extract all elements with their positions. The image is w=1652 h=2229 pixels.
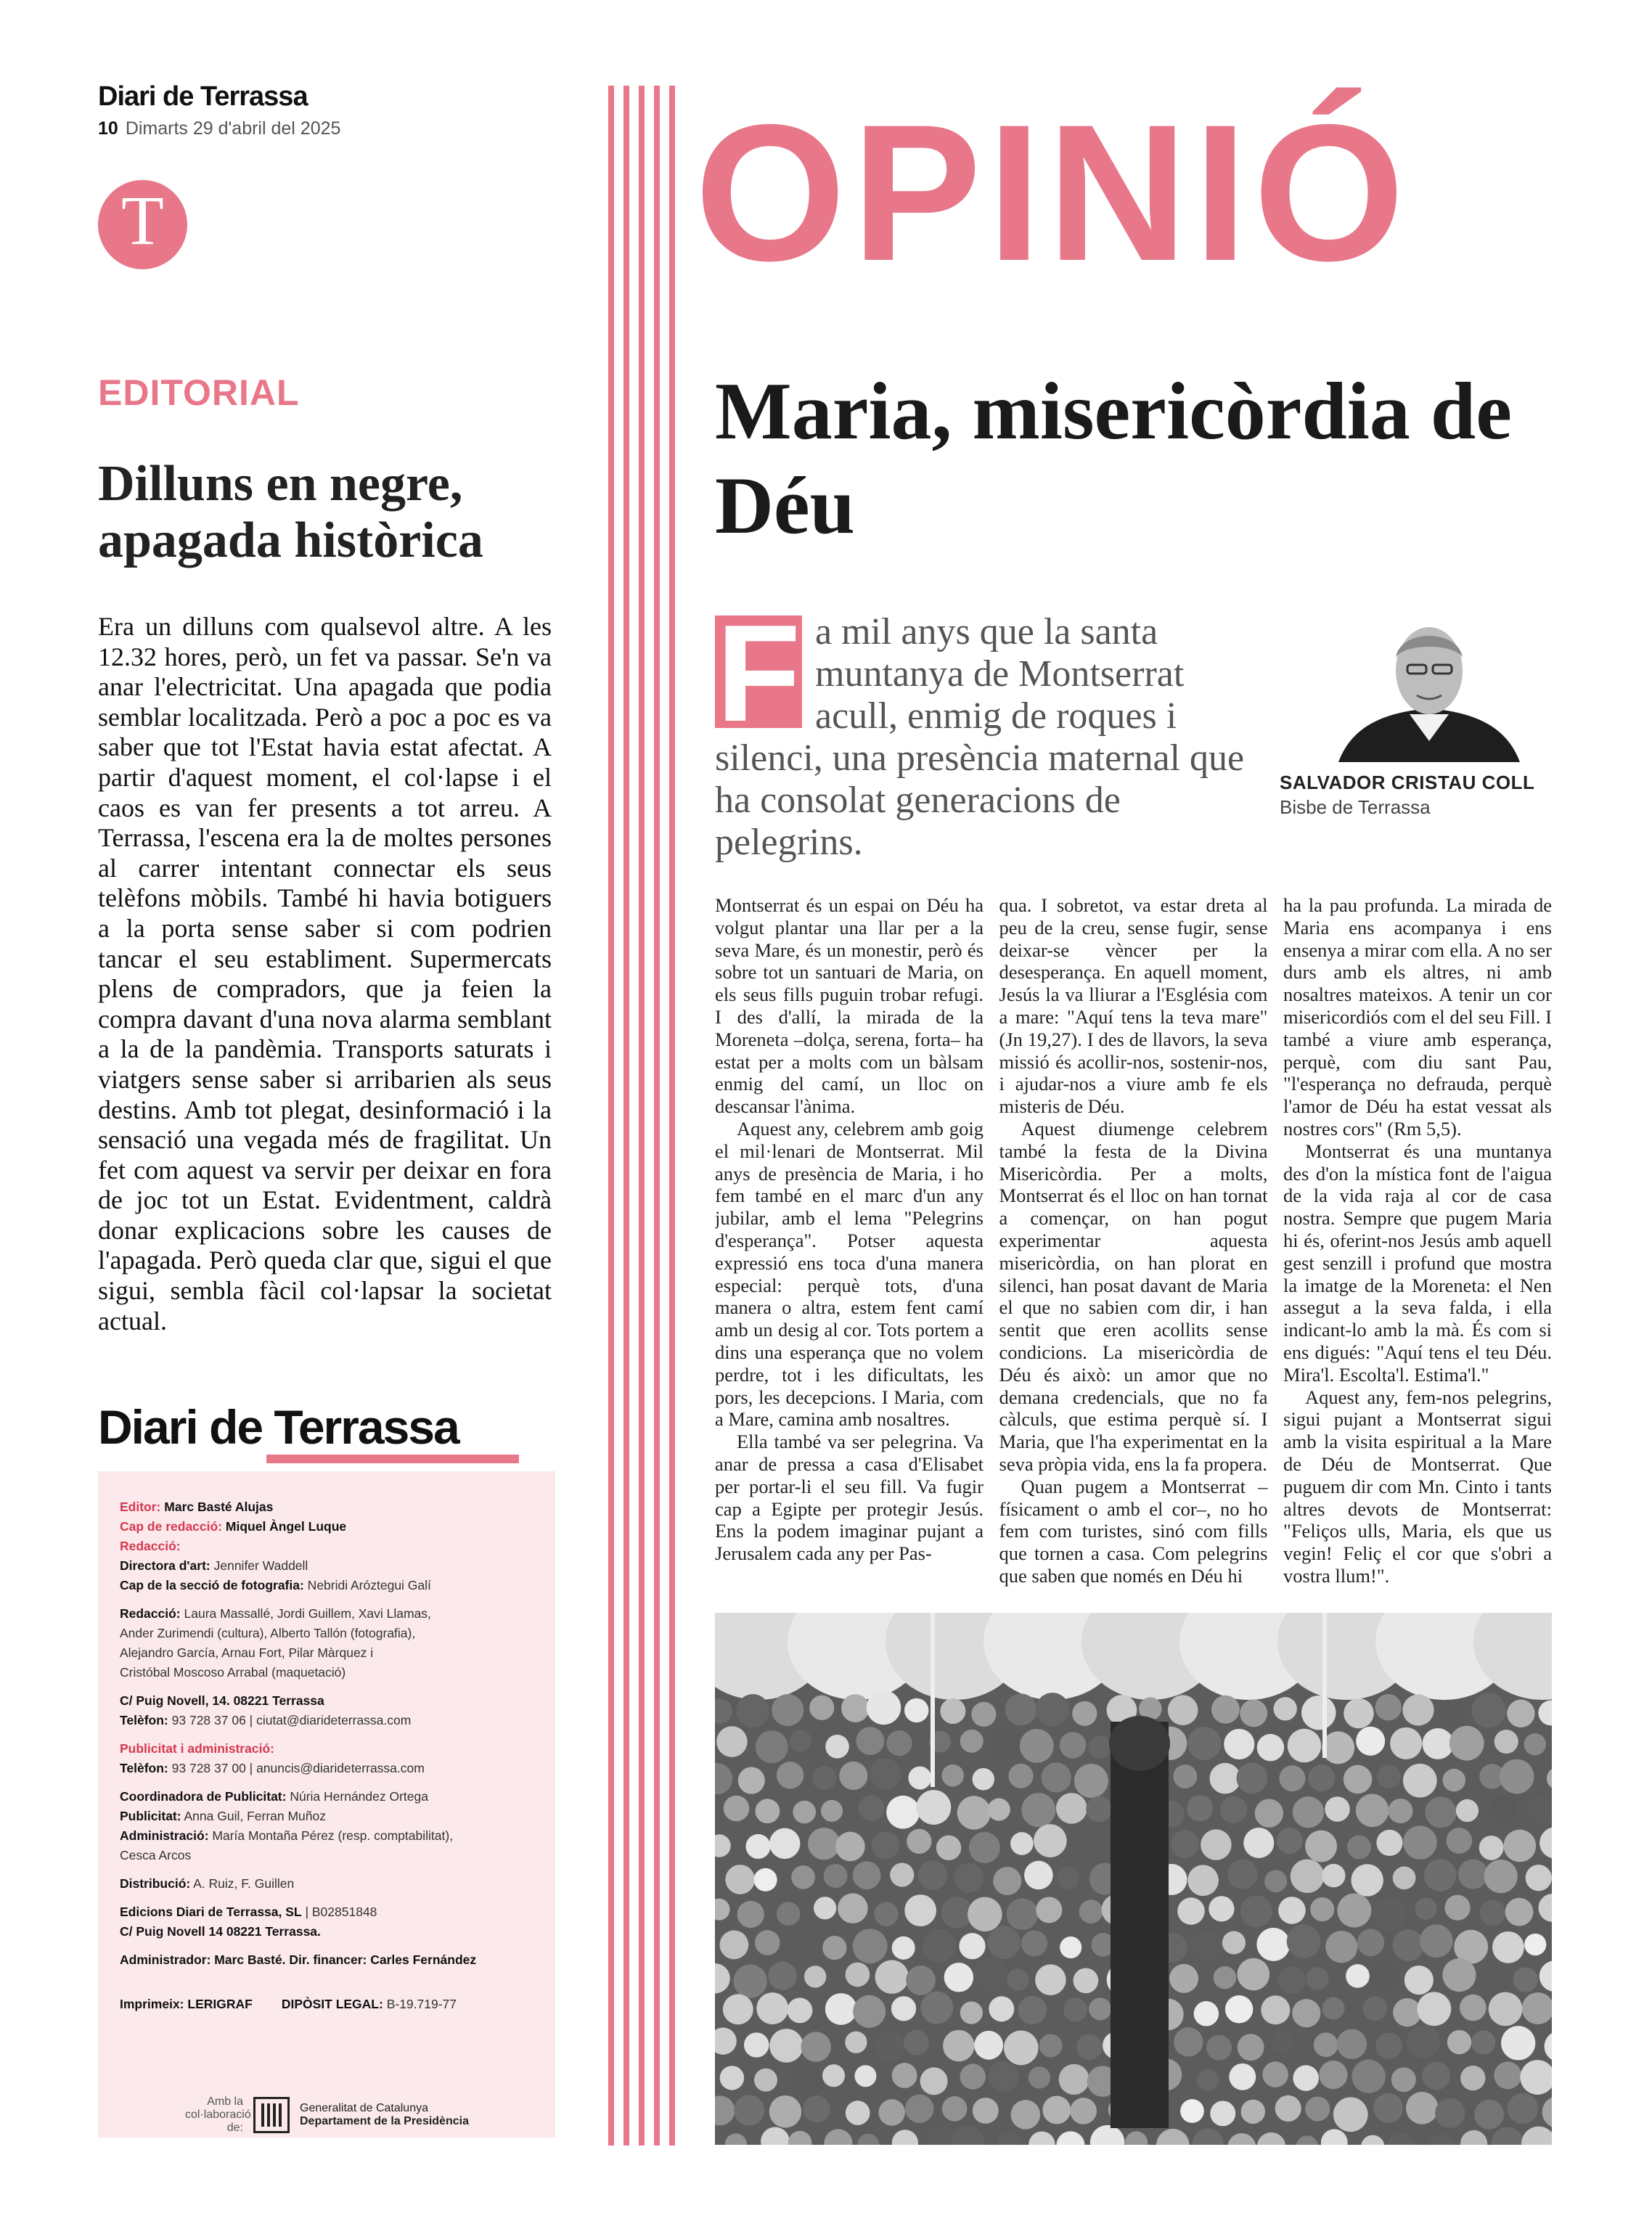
staff-line: Administrador: Marc Basté. Dir. financer: Carles Fernández <box>120 1952 477 1967</box>
masthead-footer-logo: Diari de Terrassa <box>98 1399 459 1455</box>
lead-text: a mil anys que la santa muntanya de Montserrat acull, enmig de roques i silenci, una presència maternal que ha consolat generacions de pelegrins. <box>715 611 1245 863</box>
editorial-kicker: EDITORIAL <box>98 372 300 413</box>
montserrat-crowd-photo <box>715 1613 1552 2145</box>
staff-line: Cristóbal Moscoso Arrabal (maquetació) <box>120 1665 346 1680</box>
generalitat-seal-icon <box>253 2097 290 2133</box>
staff-line: Cap de la secció de fotografia: Nebridi Aróztegui Galí <box>120 1578 431 1592</box>
article-paragraph: Quan pugem a Montserrat –físicament o amb el cor–, no ho fem com turistes, sinó com fills que tornen a casa. Com pelegrins que saben que només en Déu hi <box>999 1475 1268 1587</box>
staff-line: C/ Puig Novell, 14. 08221 Terrassa <box>120 1693 324 1708</box>
staff-line: Publicitat i administració: <box>120 1741 274 1756</box>
staff-line: C/ Puig Novell 14 08221 Terrassa. <box>120 1924 321 1939</box>
masthead-logo[interactable]: Diari de Terrassa <box>98 81 308 112</box>
staff-line: Telèfon: 93 728 37 06 | ciutat@diarideterrassa.com <box>120 1713 412 1727</box>
author-name: SALVADOR CRISTAU COLL <box>1280 772 1535 793</box>
section-title: OPINIÓ <box>695 83 1411 301</box>
collab-department: Departament de la Presidència <box>300 2115 469 2127</box>
collab-generalitat: Generalitat de Catalunya <box>300 2102 428 2114</box>
staff-line: Redacció: Laura Massallé, Jordi Guillem, Xavi Llamas, <box>120 1606 431 1621</box>
staff-line: Editor: Marc Basté Alujas <box>120 1500 274 1514</box>
staff-line: Ander Zurimendi (cultura), Alberto Tallón (fotografia), <box>120 1626 416 1640</box>
article-column-3 <box>1283 894 1552 1591</box>
printer-line: Imprimeix: LERIGRAF DIPÒSIT LEGAL: B-19.719-77 <box>120 1997 457 2011</box>
drop-cap: F <box>716 597 801 751</box>
collab-label: Amb la col·laboració de: <box>185 2095 251 2134</box>
staff-line: Distribució: A. Ruiz, F. Guillen <box>120 1876 295 1891</box>
author-role: Bisbe de Terrassa <box>1280 796 1431 818</box>
article-title: Maria, misericòrdia de Déu <box>715 367 1512 551</box>
staff-line: Redacció: <box>120 1539 181 1553</box>
section-logo-icon: T <box>98 180 187 269</box>
article-paragraph: Aquest any, celebrem amb goig el mil·lenari de Montserrat. Mil anys de presència de Maria, i ho fem també en el marc d'un any jubilar, amb el lema "Pelegrins d'esperança". Potser aquesta expressió ens toca d'una manera especial: perquè tots, d'una manera o altra, estem fent camí amb un desig al cor. Tots portem a dins una esperança que no volem perdre, tot i les dificultats, les pors, les decepcions. I Maria, com a Mare, camina amb nosaltres. <box>715 1117 984 1431</box>
article-paragraph: ha la pau profunda. La mirada de Maria ens acompanya i ens ensenya a mirar com ella. A no ser durs amb els altres, ni amb nosaltres mateixos. A tenir un cor misericordiós com el del seu Fill. I també a viure amb esperança, perquè, com diu sant Pau, "l'esperança no defrauda, perquè l'amor de Déu ha estat vessat als nostres cors" (Rm 5,5). <box>1283 894 1552 1140</box>
page-info <box>98 118 340 139</box>
staff-line: Publicitat: Anna Guil, Ferran Muñoz <box>120 1809 326 1823</box>
staff-line: Telèfon: 93 728 37 00 | anuncis@diarideterrassa.com <box>120 1761 425 1775</box>
collaboration-credit <box>185 2095 469 2135</box>
article-lead <box>715 597 1259 864</box>
article-paragraph: qua. I sobretot, va estar dreta al peu de la creu, sense fugir, sense deixar-se vèncer per la desesperança. En aquell moment, Jesús la va lliurar a l'Església com a mare: "Aquí tens la teva mare" (Jn 19,27). I des de llavors, la seva missió és acollir-nos, sostenir-nos, i ajudar-nos a viure amb fe els misteris de Déu. <box>999 894 1268 1118</box>
staff-line: Alejandro García, Arnau Fort, Pilar Màrquez i <box>120 1645 374 1660</box>
editorial-title: Dilluns en negre, apagada històrica <box>98 456 483 568</box>
staff-line: Administració: María Montaña Pérez (resp. comptabilitat), <box>120 1828 454 1843</box>
staff-box <box>98 1471 555 2138</box>
staff-lines <box>120 1497 533 1970</box>
decorative-stripes <box>608 86 675 2146</box>
staff-line: Coordinadora de Publicitat: Núria Hernández Ortega <box>120 1789 428 1804</box>
page-number: 10 <box>98 118 118 139</box>
article-paragraph: Aquest any, fem-nos pelegrins, sigui pujant a Montserrat sigui amb la visita espiritual a la Mare de Déu de Montserrat. Que puguem dir com Mn. Cinto i tants altres devots de Montserrat: "Feliços ulls, Maria, els que us vegin! Feliç el cor que s'obri a vostra llum!". <box>1283 1386 1552 1587</box>
editorial-body: Era un dilluns com qualsevol altre. A les 12.32 hores, però, un fet va passar. Se'n va anar l'electricitat. Una apagada que podia semblar localitzada. Però a poc a poc es va saber que tot l'Estat havia estat afectat. A partir d'aquest moment, el col·lapse i el caos es van fer presents a tot arreu. A Terrassa, l'escena era la de moltes persones al carrer intentant connectar els seus telèfons mòbils. També hi havia botiguers a la porta sense saber si com podrien tancar el seu establiment. Supermercats plens de compradors, que ja feien la compra davant d'una nova alarma semblant a la de la pandèmia. Transports saturats i viatgers sense saber si arribarien als seus destins. Amb tot plegat, desinformació i la sensació una vegada més de fragilitat. Un fet com aquest va servir per deixar en fora de joc tot un Estat. Evidentment, caldrà donar explicacions sobre les causes de l'apagada. Però queda clar que, sigui el que sigui, sembla fàcil col·lapsar la societat actual. <box>98 612 552 1336</box>
article-paragraph: Ella també va ser pelegrina. Va anar de pressa a casa d'Elisabet per portar-li el seu fill. Va fugir cap a Egipte per protegir Jesús. Ens la podem imaginar pujant a Jerusalem cada any per Pas- <box>715 1431 984 1565</box>
staff-line: Edicions Diari de Terrassa, SL | B02851848 <box>120 1905 377 1919</box>
article-column-2 <box>999 894 1268 1591</box>
article-column-1 <box>715 894 984 1591</box>
issue-date: Dimarts 29 d'abril del 2025 <box>125 118 341 139</box>
article-paragraph: Montserrat és una muntanya des d'on la mística font de l'aigua de la vida raja al cor de casa nostra. Sempre que pugem Maria hi és, oferint-nos Jesús amb aquell gest senzill i profund que mostra la imatge de la Moreneta: el Nen assegut a la seva falda, i ella indicant-lo amb la mà. És com si ens digués: "Aquí tens el teu Déu. Mira'l. Escolta'l. Estima'l." <box>1283 1140 1552 1386</box>
staff-line: Directora d'art: Jennifer Waddell <box>120 1558 308 1573</box>
article-paragraph: Montserrat és un espai on Déu ha volgut plantar una llar per a la seva Mare, és un monestir, però és sobre tot un santuari de Maria, on els seus fills puguin trobar refugi. I des d'allí, la mirada de la Moreneta –dolça, serena, forta– ha estat per a molts com un bàlsam enmig del camí, un lloc on descansar l'ànima. <box>715 894 984 1118</box>
staff-line: Cap de redacció: Miquel Àngel Luque <box>120 1519 347 1534</box>
author-photo <box>1324 614 1534 762</box>
masthead-underline <box>266 1455 519 1463</box>
staff-line: Cesca Arcos <box>120 1848 192 1862</box>
article-paragraph: Aquest diumenge celebrem també la festa de la Divina Misericòrdia. Per a molts, Montserrat és el lloc on han tornat a començar, on han pogut experimentar aquesta misericòrdia, on han plorat en silenci, han posat davant de Maria el que no sabien com dir, i han sentit que eren acollits sense condicions. La misericòrdia de Déu és això: un amor que no demana credencials, que no fa càlculs, que estima perquè sí. I Maria, que l'ha experimentat en la seva pròpia vida, ens la fa propera. <box>999 1117 1268 1475</box>
article-body <box>715 894 1552 1591</box>
